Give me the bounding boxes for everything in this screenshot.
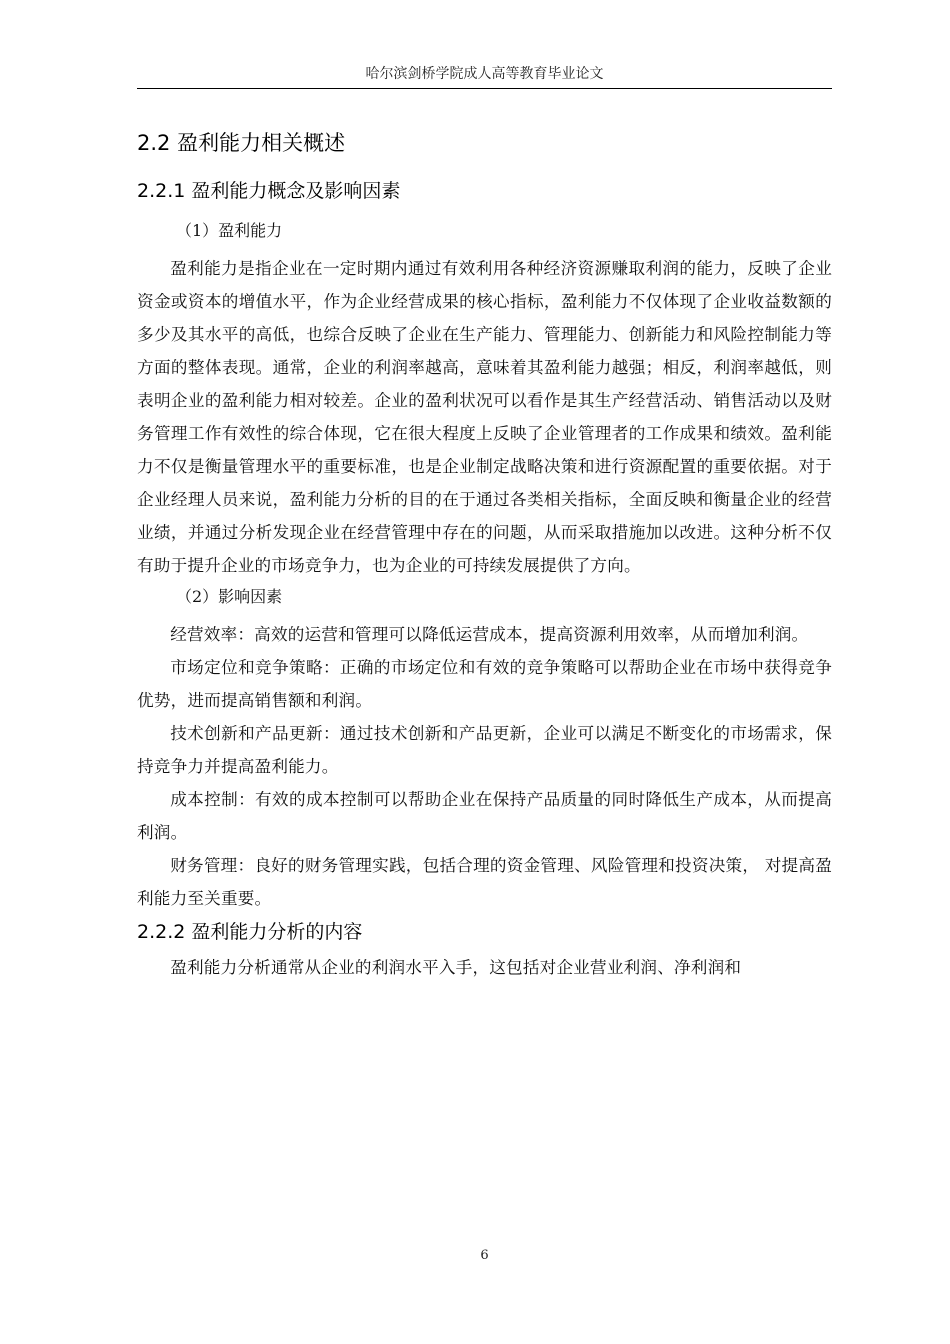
factor-operating-efficiency: 经营效率：高效的运营和管理可以降低运营成本，提高资源利用效率，从而增加利润。 (170, 625, 809, 644)
factor-cost-control: 成本控制：有效的成本控制可以帮助企业在保持产品质量的同时降低生产成本，从而提高利润。 (137, 790, 832, 842)
subsection-heading-2: 2.2.2 盈利能力分析的内容 (137, 921, 363, 943)
paragraph-profitability: 盈利能力是指企业在一定时期内通过有效利用各种经济资源赚取利润的能力，反映了企业资金或资本的增值水平，作为企业经营成果的核心指标，盈利能力不仅体现了企业收益数额的多少及其水平的高低，也综合反映了企业在生产能力、管理能力、创新能力和风险控制能力等方面的整体表现。通常，企业的利润率越高，意味着其盈利能力越强；相反，利润率越低，则表明企业的盈利能力相对较差。企业的盈利状况可以看作是其生产经营活动、销售活动以及财务管理工作有效性的综合体现，它在很大程度上反映了企业管理者的工作成果和绩效。盈利能力不仅是衡量管理水平的重要标准，也是企业制定战略决策和进行资源配置的重要依据。对于企业经理人员来说，盈利能力分析的目的在于通过各类相关指标，全面反映和衡量企业的经营业绩，并通过分析发现企业在经营管理中存在的问题，从而采取措施加以改进。这种分析不仅有助于提升企业的市场竞争力，也为企业的可持续发展提供了方向。 (137, 259, 832, 575)
header-divider (137, 88, 832, 89)
factor-technology-innovation: 技术创新和产品更新：通过技术创新和产品更新，企业可以满足不断变化的市场需求，保持竞争力并提高盈利能力。 (137, 724, 832, 776)
part-label-factors: （2）影响因素 (176, 587, 283, 606)
subsection-heading-1: 2.2.1 盈利能力概念及影响因素 (137, 180, 401, 202)
section-heading: 2.2 盈利能力相关概述 (137, 131, 346, 155)
page-number: 6 (480, 1248, 489, 1263)
paragraph-analysis-content: 盈利能力分析通常从企业的利润水平入手，这包括对企业营业利润、净利润和 (170, 958, 742, 977)
factor-market-positioning: 市场定位和竞争策略：正确的市场定位和有效的竞争策略可以帮助企业在市场中获得竞争优势，进而提高销售额和利润。 (137, 658, 832, 710)
page-header: 哈尔滨剑桥学院成人高等教育毕业论文 (365, 66, 604, 82)
document-body (137, 126, 832, 984)
part-label-profitability: （1）盈利能力 (176, 221, 283, 240)
factor-financial-management: 财务管理：良好的财务管理实践，包括合理的资金管理、风险管理和投资决策， 对提高盈利能力至关重要。 (137, 856, 832, 908)
